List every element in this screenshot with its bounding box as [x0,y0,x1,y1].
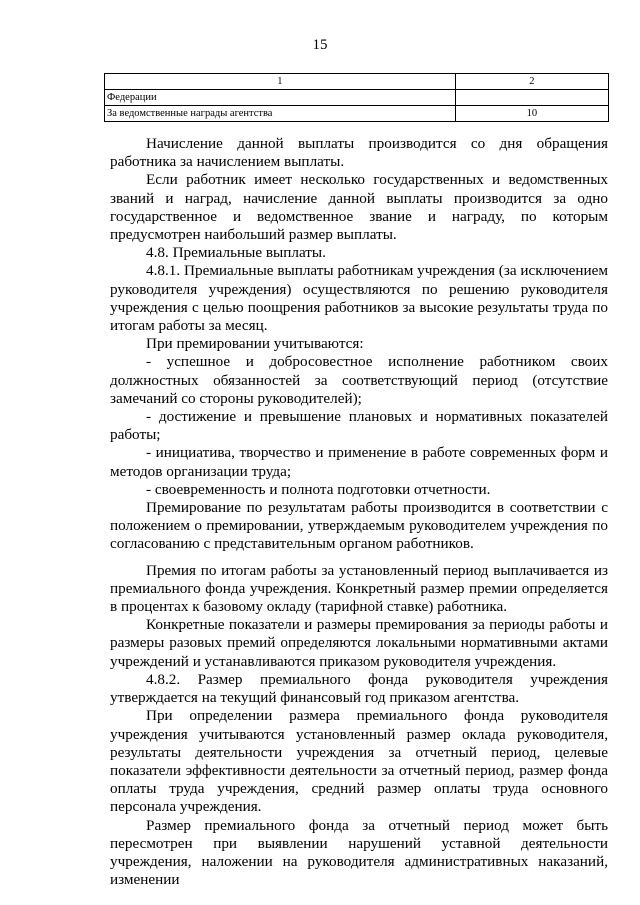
paragraph: 4.8.2. Размер премиального фонда руководителя учреждения утверждается на текущий финансовый год приказом агентства. [110,670,608,707]
paragraph: Премирование по результатам работы производится в соответствии с положением о премировании, утверждаемым руководителем учреждения по согласованию с представительным органом работников. [110,499,608,553]
table-row [105,106,609,122]
list-item: - своевременность и полнота подготовки отчетности. [146,480,491,498]
list-item: - инициатива, творчество и применение в работе современных форм и методов организации труда; [110,444,608,480]
table-header-cell: 1 [105,74,456,90]
table-cell: 10 [455,106,608,122]
paragraph: При премировании учитываются: [146,335,364,353]
paragraph: Начисление данной выплаты производится со дня обращения работника за начислением выплаты. [110,135,608,171]
section-heading: 4.8. Премиальные выплаты. [146,244,326,262]
award-table [104,73,609,122]
paragraph: Премия по итогам работы за установленный период выплачивается из премиального фонда учреждения. Конкретный размер премии определяется в процентах к базовому окладу (тарифной ставке) работника. [110,561,608,616]
paragraph: При определении размера премиального фонда руководителя учреждения учитываются установленный размер оклада руководителя, результаты деятельности учреждения за отчетный период, целевые показатели эффективности деятельности за отчетный период, размер фонда оплаты труда учреждения, средний размер оплаты труда основного персонала учреждения. [110,707,608,816]
page-number: 15 [312,37,328,53]
paragraph: Размер премиального фонда за отчетный период может быть пересмотрен при выявлении нарушений уставной деятельности учреждения, наложении на руководителя административных наказаний, изменении [110,816,608,889]
paragraph: Если работник имеет несколько государственных и ведомственных званий и наград, начисление данной выплаты производится за одно государственное и ведомственное звание и награду, по которым предусмотрен наибольший размер выплаты. [110,171,608,244]
paragraph: 4.8.1. Премиальные выплаты работникам учреждения (за исключением руководителя учреждения) осуществляются по решению руководителя учреждения с целью поощрения работников за высокие результаты труда по итогам работы за месяц. [110,262,608,335]
list-item: - достижение и превышение плановых и нормативных показателей работы; [110,408,608,444]
document-body [110,135,608,889]
table-header-row [105,74,609,90]
paragraph: Конкретные показатели и размеры премирования за периоды работы и размеры разовых премий определяются локальными нормативными актами учреждений и устанавливаются приказом руководителя учреждения. [110,616,608,670]
table-cell: За ведомственные награды агентства [105,106,456,122]
list-item: - успешное и добросовестное исполнение работником своих должностных обязанностей за соответствующий период (отсутствие замечаний со стороны руководителей); [110,353,608,407]
table-cell [455,90,608,106]
table-cell: Федерации [105,90,456,106]
table-row [105,90,609,106]
table-header-cell: 2 [455,74,608,90]
